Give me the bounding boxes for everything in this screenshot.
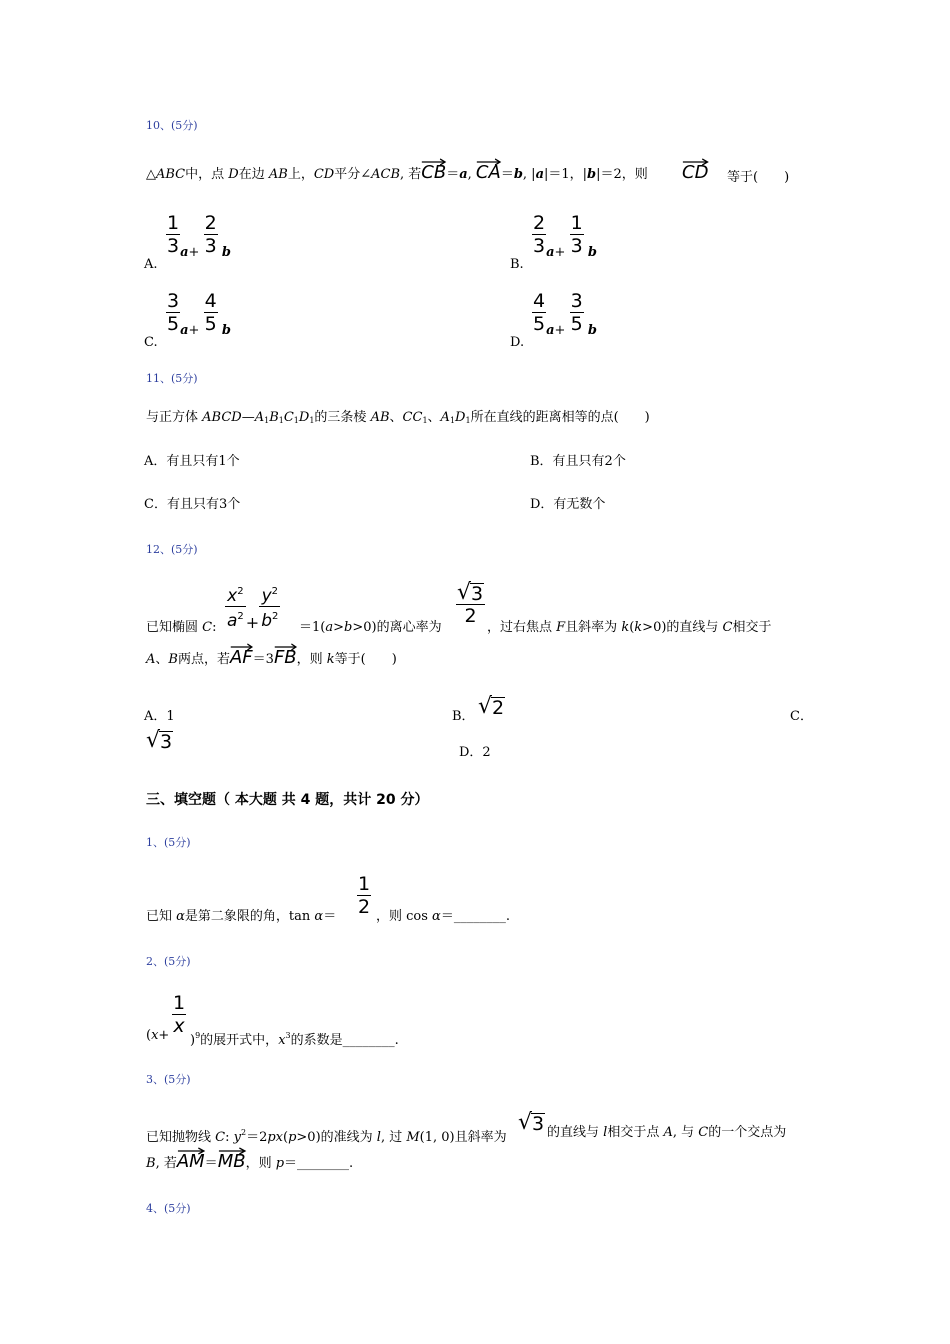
question-header: 10、(5分) [146,119,198,132]
section-title: 三、填空题（ 本大题 共 4 题，共计 20 分） [146,792,429,808]
tan-fraction: $\frac{1}{2}$ [358,873,371,918]
vector-fb: FB [274,643,297,667]
option-b: B. $\frac{2}{3}$ a+ $\frac{1}{3}$ b [510,212,597,272]
option-d: D．2 [459,745,491,760]
question-stem: 与正方体 $ABCD—A_1B_1C_1D_1$的三条棱 AB、$CC_1$、$A_1D_1$所在直线的距离相等的点( ) [146,410,650,425]
question-stem: △ABC中，点 D在边 AB上，CD平分∠ACB, 若 CB＝a, CA＝b, |a|＝1，|b|＝2，则 [146,158,648,183]
question-header: 12、(5分) [146,543,198,556]
binomial-fraction: $\frac{1}{x}$ [173,992,186,1037]
vector-am: AM [177,1147,205,1171]
option-c: C． [790,709,813,724]
question-header: 1、(5分) [146,836,191,849]
option-c: C．有且只有3个 [144,497,241,512]
vector-af: AF [230,643,253,667]
question-stem: 已知 α是第二象限的角，tan α＝ [146,909,337,924]
option-c: C. $\frac{3}{5}$ a+ $\frac{4}{5}$ b [144,290,231,350]
option-d: D. $\frac{4}{5}$ a+ $\frac{3}{5}$ b [510,290,597,350]
option-c-sqrt: √ 3 [146,728,173,753]
question-tail: 等于( ) [727,170,790,185]
eccentricity-fraction: √ 3 2 [457,580,484,627]
option-a: A．有且只有1个 [144,454,240,469]
question-stem-line1: 已知椭圆 C: [146,620,217,635]
option-b: B． [452,709,475,724]
question-stem-line2: B, 若 AM＝ MB，则 p＝________. [146,1147,353,1172]
question-header: 11、(5分) [146,372,198,385]
question-header: 3、(5分) [146,1073,191,1086]
slope-sqrt: √ 3 [518,1110,545,1135]
option-b: B．有且只有2个 [530,454,626,469]
option-b-sqrt: √ 2 [478,694,505,719]
vector-cb: CB [421,158,446,182]
vector-mb: MB [218,1147,246,1171]
question-stem-line2: A、B两点，若 AF＝3 FB，则 k等于( ) [146,643,397,668]
ellipse-equation: $\frac{x^2}{a^2}$ + $\frac{y^2}{b^2}$ [227,586,279,632]
question-header: 4、(5分) [146,1202,191,1215]
option-a: A．1 [144,709,175,724]
option-a: A. $\frac{1}{3}$ a+ $\frac{2}{3}$ b [144,212,231,272]
question-stem-line1: 已知抛物线 C: $y^2=2px(p>0)$的准线为 l, 过 M(1, 0)且斜率为 [146,1128,507,1145]
question-stem: (x+ [146,1028,170,1043]
vector-ca: CA [476,158,501,182]
option-d: D．有无数个 [530,497,606,512]
vector-cd: CD [682,158,708,183]
question-header: 2、(5分) [146,955,191,968]
